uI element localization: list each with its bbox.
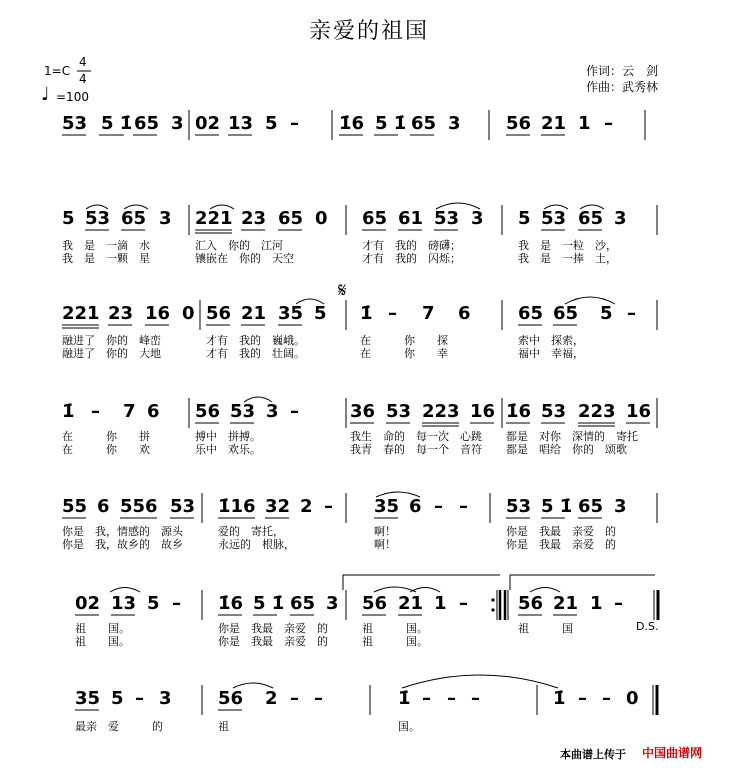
note-s3-2: 23: [108, 303, 134, 324]
lyric-s6-3: 祖 国。: [362, 622, 428, 635]
note-s6-9: 56: [362, 593, 388, 614]
note-s7-4: 3: [159, 688, 172, 709]
lyric-s2-3: 才有 我的 磅礴；: [362, 239, 461, 252]
note-s2-4: 3: [159, 208, 172, 229]
lyric-s6-1: 祖 国。: [75, 622, 130, 635]
composer-credit: 作曲：武秀林: [586, 80, 659, 94]
note-s7-15: –: [602, 688, 611, 709]
note-s7-16: 0: [626, 688, 639, 709]
note-s1-11: 65: [411, 113, 437, 134]
note-s2-2: 53: [85, 208, 111, 229]
lyric-s5-8: 你是 我最 亲爱 的: [506, 538, 616, 551]
note-s1-12: 3: [448, 113, 461, 134]
repeat-dots: [491, 598, 494, 611]
note-s3-10: –: [388, 303, 397, 324]
note-s1-15: 1: [578, 113, 591, 134]
note-s4-6: 53: [230, 401, 256, 422]
note-s1-2: 5 1̇: [101, 113, 133, 134]
lyric-s2-5: 我 是 一颗 星: [62, 252, 150, 265]
note-s6-14: 21: [553, 593, 579, 614]
lyric-s6-7: 你是 我最 亲爱 的: [218, 635, 328, 648]
lyric-s3-4: 索中 探索，: [518, 334, 584, 347]
lyric-s2-7: 才有 我的 闪烁；: [362, 252, 461, 265]
note-s7-14: –: [578, 688, 587, 709]
note-s4-10: 53: [386, 401, 412, 422]
lyricist-credit: 作词：云 剑: [586, 64, 659, 78]
lyric-s7-3: 国。: [398, 720, 420, 733]
song-title: 亲爱的祖国: [308, 19, 429, 44]
note-s3-12: 6: [458, 303, 471, 324]
lyric-s3-1: 融进了 你的 峰峦: [62, 334, 161, 347]
note-s3-13: 65: [518, 303, 544, 324]
note-s5-12: –: [459, 496, 468, 517]
note-s6-8: 3: [326, 593, 339, 614]
lyric-s4-4: 都是 对你 深情的 寄托: [506, 430, 638, 443]
note-s3-8: 5: [314, 303, 327, 324]
note-s7-8: –: [314, 688, 323, 709]
lyric-s4-3: 我生 命的 每一次 心跳: [350, 430, 482, 443]
note-s3-11: 7: [422, 303, 435, 324]
note-s3-16: –: [627, 303, 636, 324]
segno-sign: 𝄋: [338, 278, 347, 302]
time-signature-top: 4: [79, 55, 87, 69]
lyric-s4-1: 在 你 拼: [62, 430, 150, 443]
note-s1-13: 56: [506, 113, 532, 134]
lyric-s2-2: 汇入 你的 江河: [195, 239, 283, 252]
note-s2-6: 23: [241, 208, 267, 229]
note-s7-10: –: [422, 688, 431, 709]
note-s7-12: –: [471, 688, 480, 709]
note-s6-12: –: [459, 593, 468, 614]
lyric-s6-4: 祖 国: [518, 622, 573, 635]
lyric-s3-7: 在 你 幸: [360, 347, 448, 360]
note-s7-11: –: [447, 688, 456, 709]
note-s2-14: 53: [541, 208, 567, 229]
lyric-s2-1: 我 是 一滴 水: [62, 239, 150, 252]
lyric-s2-6: 镶嵌在 你的 天空: [195, 252, 294, 265]
barlines-system-7: [202, 685, 657, 715]
lyric-s3-2: 才有 我的 巍峨。: [206, 334, 305, 347]
note-s6-13: 56: [518, 593, 544, 614]
note-s4-12: 16: [470, 401, 496, 422]
note-s7-6: 2: [265, 688, 278, 709]
lyric-s4-8: 都是 唱给 你的 颂歌: [506, 443, 627, 456]
note-s1-9: 1̇6: [339, 113, 365, 134]
note-s3-9: 1̇: [360, 303, 373, 324]
lyric-s6-5: D.S.: [636, 620, 659, 633]
note-s2-11: 53: [434, 208, 460, 229]
note-s5-15: 65: [578, 496, 604, 517]
note-s4-1: 1̇: [62, 401, 75, 422]
note-s2-3: 65: [121, 208, 147, 229]
note-s2-13: 5: [518, 208, 531, 229]
lyric-s7-2: 祖: [218, 720, 229, 733]
note-s6-4: –: [172, 593, 181, 614]
note-s5-13: 53: [506, 496, 532, 517]
note-s6-11: 1: [434, 593, 447, 614]
note-s5-9: 35: [374, 496, 400, 517]
note-s5-6: 32: [265, 496, 291, 517]
lyric-s7-1: 最亲 爱 的: [75, 720, 163, 733]
note-s4-13: 1̇6: [506, 401, 532, 422]
note-s4-16: 16: [626, 401, 652, 422]
note-s4-4: 6: [147, 401, 160, 422]
note-s5-14: 5 1̇: [541, 496, 573, 517]
lyric-s5-5: 你是 我，故乡的 故乡: [62, 538, 183, 551]
note-s3-3: 16: [145, 303, 171, 324]
tempo-marking: =100: [56, 90, 89, 104]
note-s7-5: 56: [218, 688, 244, 709]
lyric-s5-2: 爱的 寄托，: [218, 525, 284, 538]
note-s2-1: 5: [62, 208, 75, 229]
note-s7-3: –: [135, 688, 144, 709]
lyric-s3-8: 福中 幸福，: [518, 347, 584, 360]
lyric-s3-6: 才有 我的 壮阔。: [206, 347, 305, 360]
note-s6-1: 02: [75, 593, 101, 614]
key-signature: 1=C: [44, 64, 71, 78]
note-s1-16: –: [604, 113, 613, 134]
note-s6-5: 1̇6: [218, 593, 244, 614]
lyric-s5-4: 你是 我最 亲爱 的: [506, 525, 616, 538]
note-s1-10: 5 1̇: [375, 113, 407, 134]
note-s4-2: –: [91, 401, 100, 422]
note-s7-7: –: [290, 688, 299, 709]
lyric-s6-6: 祖 国。: [75, 635, 130, 648]
note-s5-4: 53: [170, 496, 196, 517]
lyric-s3-3: 在 你 探: [360, 334, 448, 347]
note-s1-14: 21: [541, 113, 567, 134]
note-s2-9: 65: [362, 208, 388, 229]
note-s7-1: 35: [75, 688, 101, 709]
note-s1-7: 5: [265, 113, 278, 134]
barlines-system-6: [202, 575, 658, 620]
note-s2-7: 65: [278, 208, 304, 229]
note-s2-5: 221: [195, 208, 233, 229]
note-s3-4: 0: [182, 303, 195, 324]
note-s4-11: 223: [422, 401, 460, 422]
note-s5-1: 55: [62, 496, 88, 517]
note-s1-4: 3: [171, 113, 184, 134]
note-s4-15: 223: [578, 401, 616, 422]
note-s3-6: 21: [241, 303, 267, 324]
lyric-s2-8: 我 是 一捧 土，: [518, 252, 617, 265]
note-s4-3: 7: [123, 401, 136, 422]
lyric-s4-5: 在 你 欢: [62, 443, 150, 456]
lyric-s4-2: 搏中 拼搏。: [195, 430, 261, 443]
barlines-system-3: [200, 300, 657, 330]
note-s5-10: 6: [409, 496, 422, 517]
note-s3-1: 221: [62, 303, 100, 324]
lyric-s5-6: 永远的 根脉，: [218, 538, 295, 551]
note-s4-5: 56: [195, 401, 221, 422]
note-s1-5: 02: [195, 113, 221, 134]
note-s5-8: –: [324, 496, 333, 517]
note-s4-9: 36: [350, 401, 376, 422]
note-s3-14: 65: [553, 303, 579, 324]
lyric-s5-7: 啊！: [374, 538, 396, 551]
lyric-s4-6: 乐中 欢乐。: [195, 443, 261, 456]
note-s4-7: 3: [266, 401, 279, 422]
note-s6-15: 1: [590, 593, 603, 614]
lyric-s5-1: 你是 我，情感的 源头: [62, 525, 183, 538]
note-s6-7: 65: [290, 593, 316, 614]
eighth-note-beams: [62, 135, 650, 710]
note-s6-2: 13: [111, 593, 137, 614]
note-s6-10: 21: [398, 593, 424, 614]
note-s5-3: 556: [120, 496, 158, 517]
note-s2-10: 61: [398, 208, 424, 229]
note-s6-3: 5: [147, 593, 160, 614]
note-s1-8: –: [290, 113, 299, 134]
lyric-s3-5: 融进了 你的 大地: [62, 347, 161, 360]
note-s2-15: 65: [578, 208, 604, 229]
note-s4-14: 53: [541, 401, 567, 422]
note-s3-7: 35: [278, 303, 304, 324]
note-s5-16: 3: [614, 496, 627, 517]
footer-upload-note: 本曲谱上传于: [560, 748, 626, 761]
note-s7-13: 1̇: [553, 688, 566, 709]
note-s5-5: 1̇16: [218, 496, 256, 517]
note-s6-6: 5 1̇: [253, 593, 285, 614]
note-s2-12: 3: [471, 208, 484, 229]
footer-site-logo[interactable]: 中国曲谱网: [642, 746, 703, 760]
note-s3-5: 56: [206, 303, 232, 324]
note-s5-2: 6: [97, 496, 110, 517]
note-s7-9: 1̇: [398, 688, 411, 709]
note-s3-15: 5: [600, 303, 613, 324]
note-s5-7: 2: [300, 496, 313, 517]
note-s4-8: –: [290, 401, 299, 422]
note-s1-3: 65: [134, 113, 160, 134]
note-s1-1: 53: [62, 113, 88, 134]
time-signature-bottom: 4: [79, 72, 87, 86]
note-s6-16: –: [614, 593, 623, 614]
note-s2-8: 0: [315, 208, 328, 229]
quarter-note-icon: ♩: [41, 84, 50, 105]
lyric-s5-3: 啊！: [374, 525, 396, 538]
lyric-s2-4: 我 是 一粒 沙，: [518, 239, 617, 252]
note-s2-16: 3: [614, 208, 627, 229]
lyric-s4-7: 我青 春的 每一个 音符: [350, 443, 482, 456]
note-s1-6: 13: [228, 113, 254, 134]
lyric-s6-2: 你是 我最 亲爱 的: [218, 622, 328, 635]
note-s5-11: –: [434, 496, 443, 517]
note-s7-2: 5: [111, 688, 124, 709]
lyric-s6-8: 祖 国。: [362, 635, 428, 648]
